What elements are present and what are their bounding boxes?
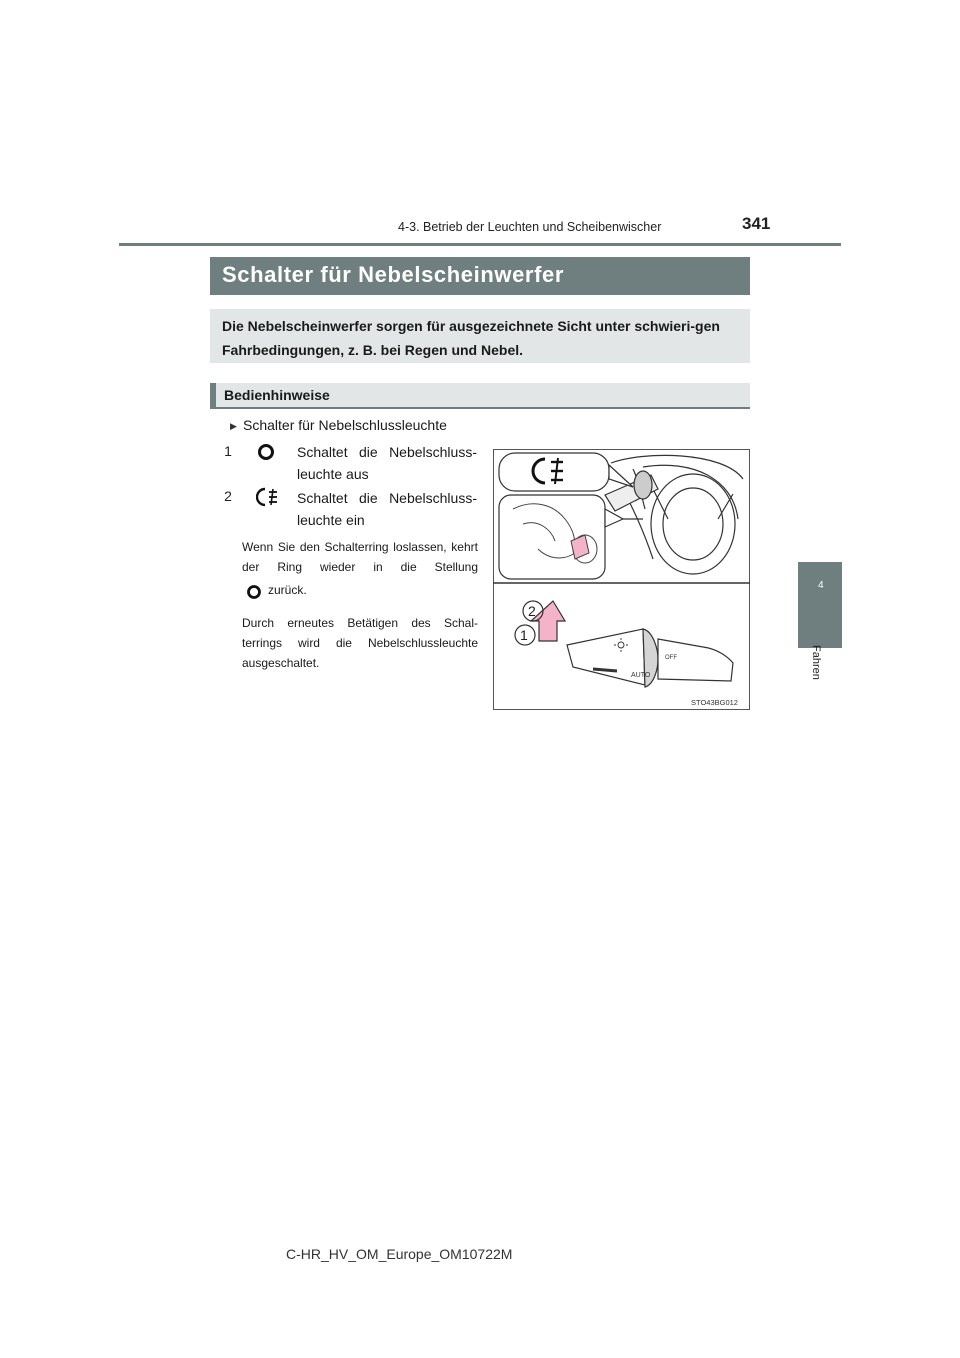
svg-text:OFF: OFF (665, 655, 677, 661)
chapter-tab (798, 562, 842, 648)
bullet-arrow-icon: ▶ (230, 421, 237, 431)
callout-hand-box (499, 495, 623, 579)
note-switch-off: Durch erneutes Betätigen des Schal-terrings wird die Nebelschlussleuchte ausgeschaltet. (242, 616, 478, 670)
bullet-text: Schalter für Nebelschlussleuchte (243, 417, 447, 433)
item-number-1: 1 (224, 443, 232, 459)
note-release-ring: Wenn Sie den Schalterring loslassen, kehrt der Ring wieder in die Stellung (242, 540, 478, 574)
page-title: Schalter für Nebelscheinwerfer (222, 262, 565, 287)
item-2-text: Schaltet die Nebelschluss-leuchte ein (297, 490, 477, 528)
header-rule (119, 243, 841, 246)
image-code: STO43BG012 (691, 698, 738, 707)
illustration-fog-switch (493, 449, 750, 710)
subheading: Bedienhinweise (224, 387, 330, 403)
note-release-ring-end: zurück. (268, 583, 307, 597)
item-number-2: 2 (224, 488, 232, 504)
chapter-tab-label: Fahren (810, 645, 822, 680)
intro-text: Die Nebelscheinwerfer sorgen für ausgezeichnete Sicht unter schwieri-gen Fahrbedingungen, z. B. bei Regen und Nebel. (222, 318, 720, 358)
chapter-tab-number: 4 (818, 580, 824, 591)
page-number: 341 (742, 214, 771, 233)
document-id: C-HR_HV_OM_Europe_OM10722M (286, 1246, 513, 1262)
callout-2-label: 2 (528, 603, 536, 619)
callout-1-label: 1 (520, 627, 528, 643)
rear-fog-light-icon (256, 486, 278, 508)
header-section-title: 4-3. Betrieb der Leuchten und Scheibenwischer (398, 220, 662, 234)
subheading-rule (210, 407, 750, 409)
fog-off-icon-inline (246, 584, 262, 600)
svg-text:AUTO: AUTO (631, 672, 651, 679)
subheading-bar (210, 383, 216, 409)
item-1-text: Schaltet die Nebelschluss-leuchte aus (297, 444, 477, 482)
fog-off-icon (257, 443, 275, 461)
